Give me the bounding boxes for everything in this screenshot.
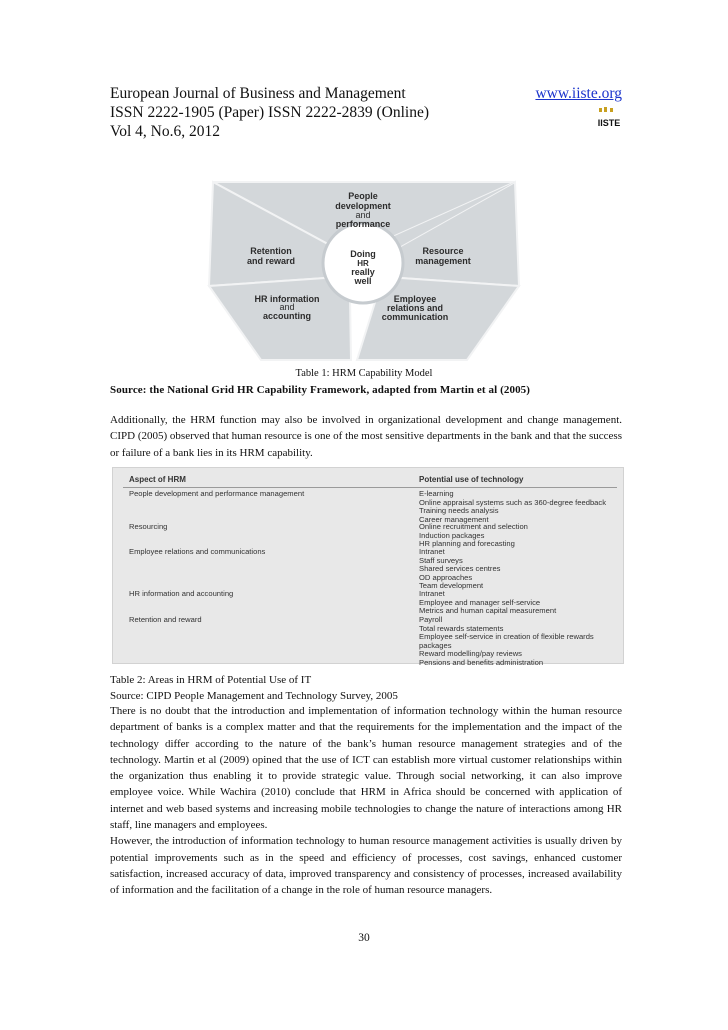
iiste-logo: [596, 106, 622, 132]
table-use: Induction packages: [419, 530, 485, 540]
table-use: Metrics and human capital measurement: [419, 606, 557, 616]
table-uses-row-5: [419, 616, 594, 668]
seg-bottom-left-line2: and: [279, 302, 295, 312]
figure-source: Source: the National Grid HR Capability Framework, adapted from Martin et al (2005): [110, 384, 531, 396]
table-source: Source: CIPD People Management and Technology Survey, 2005: [110, 690, 398, 702]
table-uses-row-4: [419, 590, 556, 616]
table-use: Online appraisal systems such as 360-degree feedback: [419, 497, 606, 507]
paragraph-3: However, the introduction of information technology to human resource management activities is usually driven by potential improvements such as in the speed and efficiency of processes, cost savings, enhanced customer satisfaction, increased accuracy of data, improved transparency and consistency of processes, increased availability of information and the facilitation of a change in the role of human resource managers.: [110, 835, 622, 897]
seg-bottom-right-line1: Employee: [393, 294, 437, 304]
table-use: Employee self-service in creation of flexible rewards: [419, 632, 594, 642]
table-aspect-row-5: Retention and reward: [129, 615, 202, 624]
table-use: Intranet: [419, 589, 445, 598]
table-use: Reward modelling/pay reviews: [419, 649, 522, 659]
table-use: Total rewards statements: [419, 623, 504, 633]
center-line1: Doing: [350, 249, 376, 259]
seg-top-line1: People: [348, 191, 378, 201]
seg-bottom-left-line3: accounting: [262, 311, 312, 321]
table-uses-row-2: [419, 523, 528, 549]
seg-top-line2: development: [335, 201, 391, 211]
paragraph-2-block: [110, 703, 622, 899]
capability-model-diagram: [205, 178, 523, 364]
seg-bottom-right-line2: relations and: [386, 303, 444, 313]
journal-title: European Journal of Business and Management: [110, 85, 406, 102]
table-use: Training needs analysis: [419, 506, 499, 516]
seg-top-line3: and: [355, 210, 371, 220]
table-uses-row-3: [419, 548, 500, 591]
table-aspect-row-3: Employee relations and communications: [129, 547, 266, 556]
table-use: Career management: [419, 514, 489, 524]
table-use: HR planning and forecasting: [419, 539, 515, 549]
table-aspect-row-2: Resourcing: [129, 522, 168, 531]
table-use: Team development: [419, 581, 484, 591]
table-use: E-learning: [419, 489, 454, 498]
table-use: Shared services centres: [419, 564, 501, 574]
seg-bottom-left-line1: HR information: [254, 294, 320, 304]
table-aspect-row-4: HR information and accounting: [129, 589, 234, 598]
hrm-capability-model-figure: [205, 178, 523, 364]
seg-left-line1: Retention: [250, 246, 292, 256]
table-use: Online recruitment and selection: [419, 522, 528, 531]
table-col-aspect: [129, 474, 419, 486]
table-header-technology: Potential use of technology: [419, 475, 524, 484]
table-use: OD approaches: [419, 572, 473, 582]
journal-volume: Vol 4, No.6, 2012: [110, 123, 220, 140]
table-caption-block: [110, 672, 398, 704]
journal-header: [110, 84, 429, 141]
table-use: Staff surveys: [419, 555, 463, 565]
paragraph-2: There is no doubt that the introduction and implementation of information technology within the human resource department of banks is a complex matter and that the requirements for the implementation and the impact of the technology differ according to the nature of the bank’s human resource management strategies and of the technology. Martin et al (2009) opined that the use of ICT can establish more virtual customer relationships within the organization thus enabling it to provide strategic value. Through social networking, it can also improve employee voice. While Wachira (2010) conclude that HRM in Africa should be concerned with application of internet and web based systems and increasing mobile technologies to change the nature of interactions among HR staff, line managers and employees.: [110, 705, 622, 832]
logo-text: IISTE: [597, 118, 621, 128]
seg-top-line4: performance: [335, 219, 391, 229]
table-uses-row-1: [419, 490, 606, 524]
table-use: Employee and manager self-service: [419, 597, 541, 607]
hrm-technology-table: [112, 467, 624, 667]
seg-right-line1: Resource: [422, 246, 464, 256]
page-number: 30: [358, 932, 370, 944]
table-use: Intranet: [419, 547, 445, 556]
table-use: Payroll: [419, 615, 443, 624]
table-header-divider: [123, 487, 617, 488]
table-use: packages: [419, 640, 452, 650]
center-line3: really: [351, 267, 375, 277]
seg-bottom-right-line3: communication: [381, 312, 449, 322]
table-aspect-row-1: People development and performance management: [129, 489, 305, 498]
table-header-aspect: Aspect of HRM: [129, 475, 186, 484]
paragraph-1: Additionally, the HRM function may also be involved in organizational development and change management. CIPD (2005) observed that human resource is one of the most sensitive departments in the bank and that the success or failure of a bank lies in its HRM capability.: [110, 414, 622, 459]
table-caption: Table 2: Areas in HRM of Potential Use of IT: [110, 674, 312, 686]
journal-issn: ISSN 2222-1905 (Paper) ISSN 2222-2839 (Online): [110, 104, 430, 121]
seg-left-line2: and reward: [246, 256, 296, 266]
figure-caption: Table 1: HRM Capability Model: [295, 368, 433, 379]
table-col-technology: [419, 474, 619, 486]
center-line2: HR: [357, 259, 369, 268]
table-use: Pensions and benefits administration: [419, 657, 544, 667]
journal-website-link[interactable]: www.iiste.org: [535, 85, 622, 102]
seg-right-line2: management: [415, 256, 471, 266]
center-line4: well: [354, 276, 372, 286]
